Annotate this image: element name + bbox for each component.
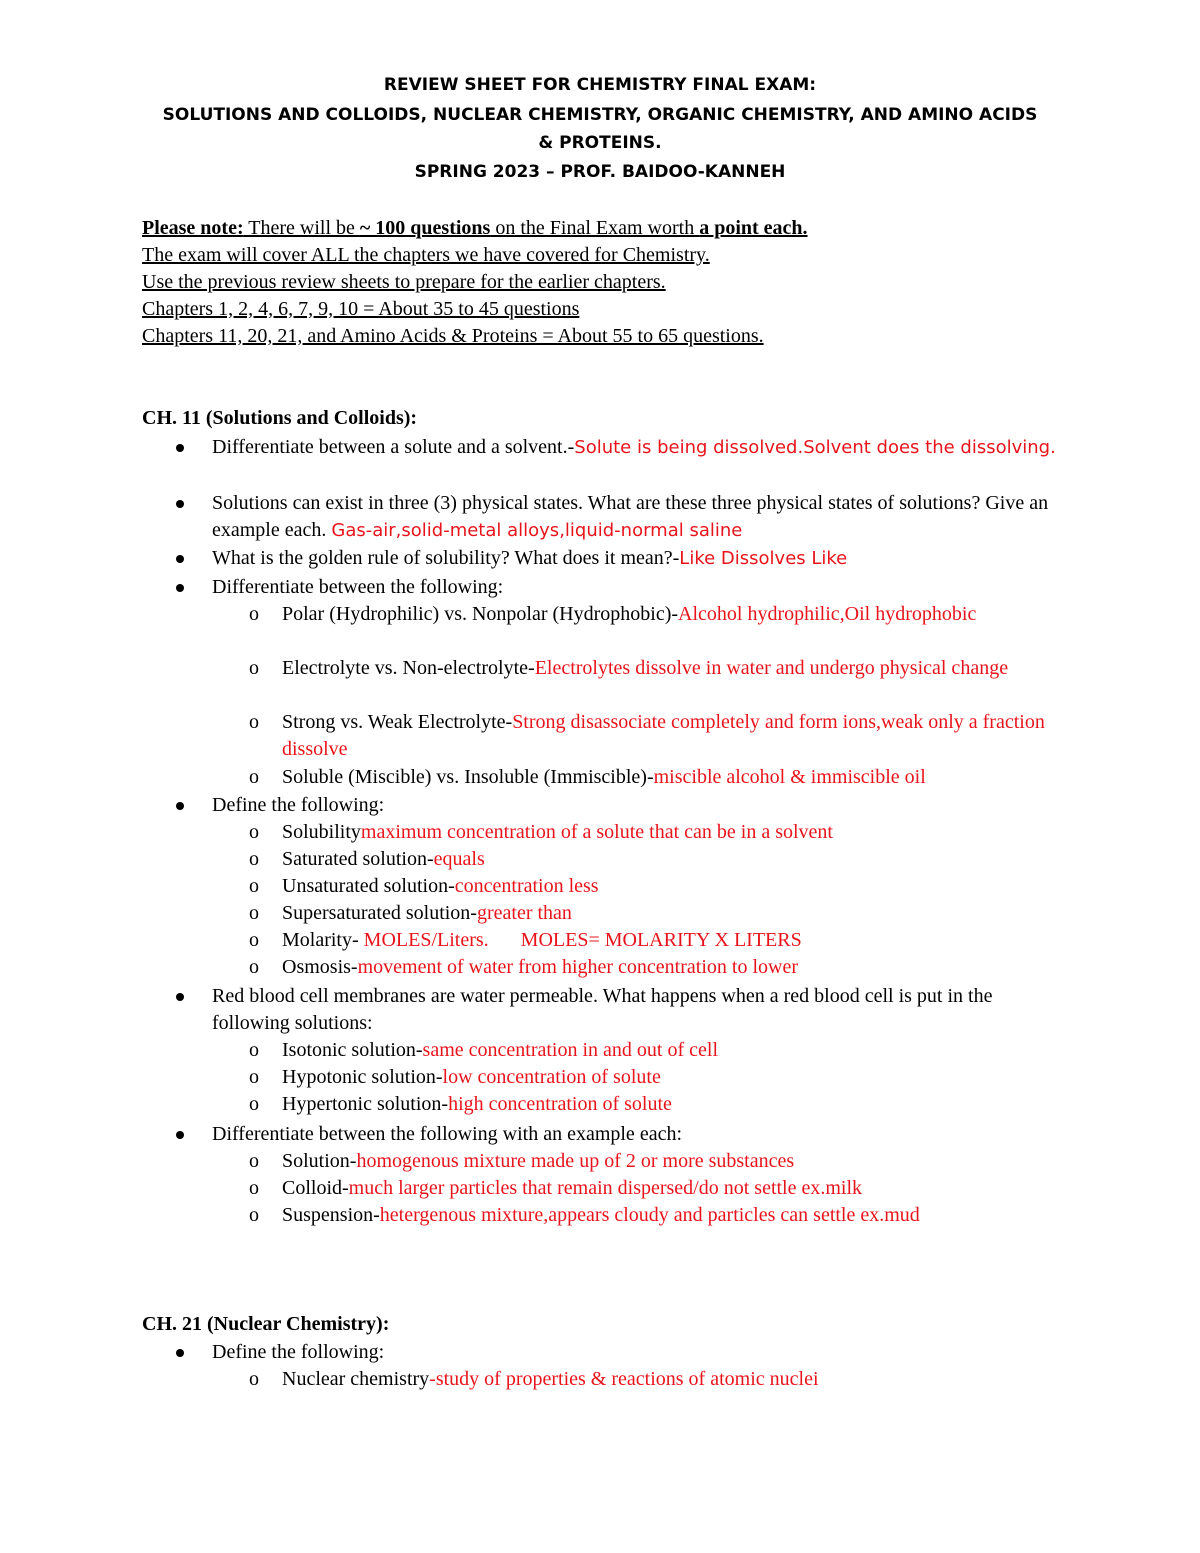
question-text: Hypotonic solution- bbox=[282, 1066, 443, 1088]
answer-text: maximum concentration of a solute that can be in a solvent bbox=[360, 821, 833, 843]
question-text: Isotonic solution- bbox=[282, 1039, 423, 1061]
list-item bbox=[212, 434, 1072, 461]
sub-list-item bbox=[282, 1366, 1072, 1393]
answer-text: greater than bbox=[476, 902, 572, 924]
sub-list-item bbox=[282, 1037, 1072, 1064]
question-text: Solution- bbox=[282, 1150, 357, 1172]
answer-text: MOLES/Liters. bbox=[363, 929, 489, 951]
section-heading-ch21: CH. 21 (Nuclear Chemistry): bbox=[142, 1313, 390, 1335]
title-line-1: REVIEW SHEET FOR CHEMISTRY FINAL EXAM: bbox=[383, 75, 817, 95]
answer-text: Gas-air,solid-metal alloys,liquid-normal saline bbox=[331, 520, 743, 541]
question-text: Polar (Hydrophilic) vs. Nonpolar (Hydrophobic)- bbox=[282, 603, 679, 625]
sub-list-item bbox=[282, 655, 1072, 682]
sub-list-item bbox=[282, 954, 1072, 981]
question-text: Colloid- bbox=[282, 1177, 349, 1199]
question-text: Soluble (Miscible) vs. Insoluble (Immiscible)- bbox=[282, 766, 654, 788]
question-text: Solubility bbox=[282, 821, 361, 843]
note-bold-2: a point each. bbox=[699, 217, 808, 239]
note-line-4: Chapters 1, 2, 4, 6, 7, 9, 10 = About 35 to 45 questions bbox=[142, 298, 580, 320]
answer-text: low concentration of solute bbox=[442, 1066, 661, 1088]
sub-list-item bbox=[282, 900, 1072, 927]
sub-list-item bbox=[282, 927, 1072, 954]
question-text: What is the golden rule of solubility? What does it mean?- bbox=[212, 547, 680, 569]
answer-text: hetergenous mixture,appears cloudy and particles can settle ex.mud bbox=[379, 1204, 920, 1226]
note-line-3: Use the previous review sheets to prepare for the earlier chapters. bbox=[142, 271, 666, 293]
list-item bbox=[212, 545, 1072, 572]
note-line-5: Chapters 11, 20, 21, and Amino Acids & Proteins = About 55 to 65 questions. bbox=[142, 325, 764, 347]
note-line-2: The exam will cover ALL the chapters we have covered for Chemistry. bbox=[142, 244, 710, 266]
answer-text: equals bbox=[433, 848, 485, 870]
answer-text: Strong disassociate completely and form ions,weak only a fraction dissolve bbox=[282, 711, 1045, 760]
sub-list-item bbox=[282, 709, 1072, 763]
sub-list-item bbox=[282, 764, 1072, 791]
title-line-4: SPRING 2023 – PROF. BAIDOO-KANNEH bbox=[414, 162, 786, 182]
question-text: Solutions can exist in three (3) physical states. What are these three physical states of solutions? Give an example each. bbox=[212, 492, 1049, 541]
sub-list-item bbox=[282, 1091, 1072, 1118]
answer-text: much larger particles that remain dispersed/do not settle ex.milk bbox=[348, 1177, 863, 1199]
note-line-1 bbox=[142, 215, 808, 242]
question-text: Supersaturated solution- bbox=[282, 902, 477, 924]
answer-text: Alcohol hydrophilic,Oil hydrophobic bbox=[678, 603, 977, 625]
question-text: Molarity- bbox=[282, 929, 364, 951]
answer-text: Electrolytes dissolve in water and undergo physical change bbox=[534, 657, 1009, 679]
answer-text: homogenous mixture made up of 2 or more substances bbox=[356, 1150, 795, 1172]
list-item bbox=[212, 490, 1072, 544]
question-text: Unsaturated solution- bbox=[282, 875, 455, 897]
question-text: Hypertonic solution- bbox=[282, 1093, 449, 1115]
answer-text: Solute is being dissolved.Solvent does the dissolving. bbox=[574, 437, 1056, 458]
list-item: Define the following: bbox=[212, 1339, 1072, 1366]
list-item: Red blood cell membranes are water permeable. What happens when a red blood cell is put in the following solutions: bbox=[212, 983, 1072, 1037]
sub-list-item bbox=[282, 873, 1072, 900]
answer-text: Like Dissolves Like bbox=[679, 548, 848, 569]
sub-list-item bbox=[282, 601, 1072, 628]
sub-list-item bbox=[282, 1175, 1072, 1202]
sub-list-item bbox=[282, 1202, 1072, 1229]
question-text: Differentiate between a solute and a solvent.- bbox=[212, 436, 575, 458]
answer-text: movement of water from higher concentration to lower bbox=[357, 956, 798, 978]
answer-text: MOLES= MOLARITY X LITERS bbox=[520, 929, 802, 951]
answer-text: same concentration in and out of cell bbox=[422, 1039, 718, 1061]
list-item: Differentiate between the following: bbox=[212, 574, 1072, 601]
question-text: Nuclear chemistry bbox=[282, 1368, 430, 1390]
note-label: Please note: bbox=[142, 217, 244, 239]
answer-text: miscible alcohol & immiscible oil bbox=[653, 766, 926, 788]
note-text-1: There will be bbox=[243, 217, 360, 239]
question-text: Suspension- bbox=[282, 1204, 380, 1226]
title-line-2: SOLUTIONS AND COLLOIDS, NUCLEAR CHEMISTRY, ORGANIC CHEMISTRY, AND AMINO ACIDS bbox=[162, 105, 1038, 125]
question-text: Osmosis- bbox=[282, 956, 358, 978]
sub-list-item bbox=[282, 846, 1072, 873]
sub-list-item bbox=[282, 1064, 1072, 1091]
note-text-2: on the Final Exam worth bbox=[490, 217, 700, 239]
question-text: Electrolyte vs. Non-electrolyte- bbox=[282, 657, 535, 679]
list-item: Differentiate between the following with an example each: bbox=[212, 1121, 1072, 1148]
sub-list-item bbox=[282, 1148, 1072, 1175]
note-bold-1: ~ 100 questions bbox=[359, 217, 491, 239]
title-line-3: & PROTEINS. bbox=[538, 133, 662, 153]
answer-text: concentration less bbox=[454, 875, 599, 897]
question-text: Strong vs. Weak Electrolyte- bbox=[282, 711, 513, 733]
answer-text: high concentration of solute bbox=[448, 1093, 672, 1115]
sub-list-item bbox=[282, 819, 1072, 846]
answer-text: -study of properties & reactions of atomic nuclei bbox=[429, 1368, 819, 1390]
question-text: Saturated solution- bbox=[282, 848, 434, 870]
list-item: Define the following: bbox=[212, 792, 1072, 819]
section-heading-ch11: CH. 11 (Solutions and Colloids): bbox=[142, 407, 418, 429]
